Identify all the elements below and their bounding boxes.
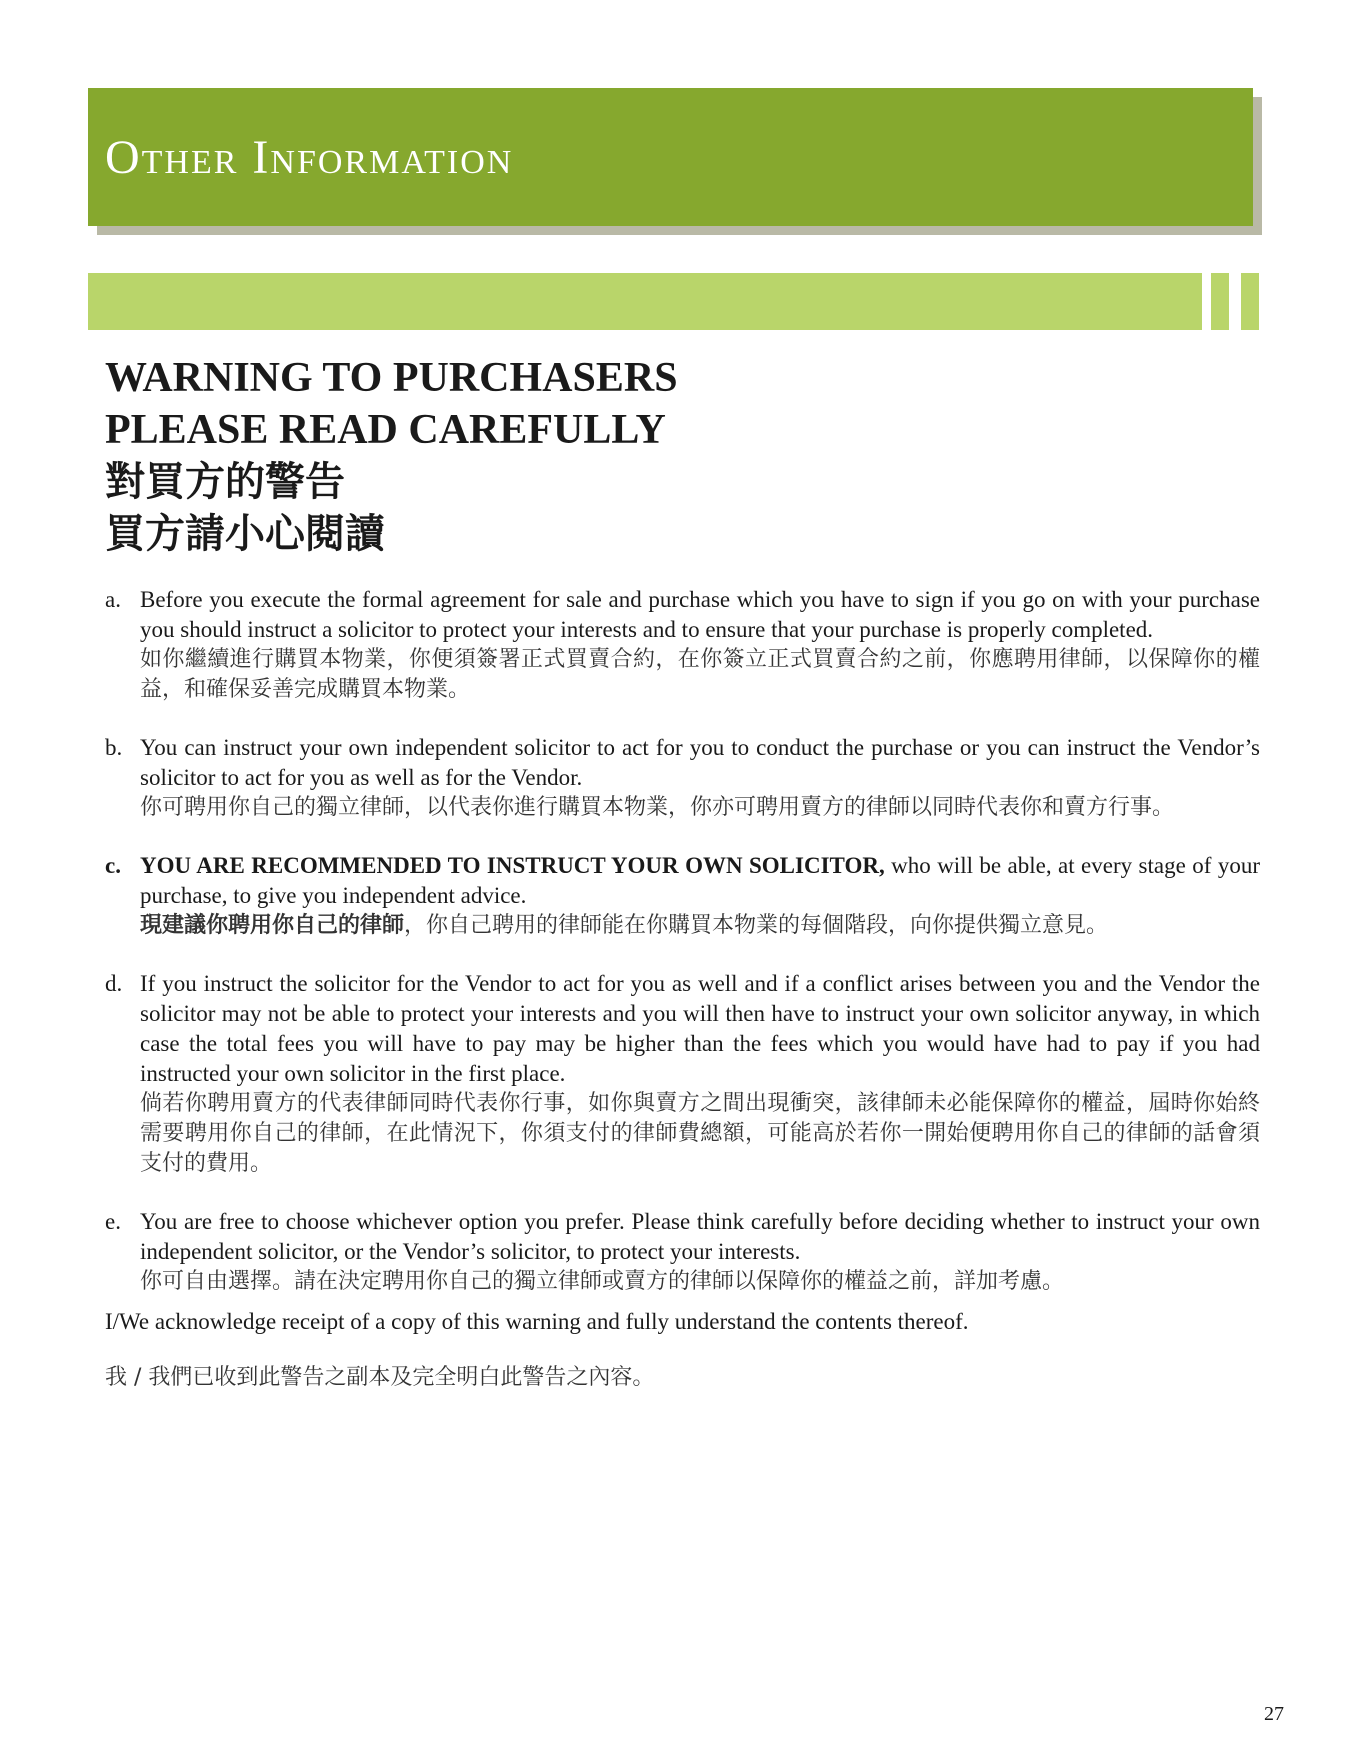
item-text-en: [140, 851, 1260, 911]
item-text-zh: 倘若你聘用賣方的代表律師同時代表你行事，如你與賣方之間出現衝突，該律師未必能保障你的權益，屆時你始終需要聘用你自己的律師，在此情況下，你須支付的律師費總額，可能高於若你一開始便聘用你自己的律師的話會須支付的費用。: [140, 1091, 1260, 1176]
decorative-bar: [88, 273, 1202, 330]
list-item-e: [105, 1207, 1260, 1297]
acknowledgement-zh: 我 / 我們已收到此警告之副本及完全明白此警告之內容。: [105, 1365, 655, 1390]
item-label: a.: [105, 587, 121, 612]
item-emphasis-zh: 現建議你聘用你自己的律師: [140, 913, 405, 938]
decorative-stripe: [1211, 273, 1229, 330]
item-text-zh: 如你繼續進行購買本物業，你便須簽署正式買賣合約，在你簽立正式買賣合約之前，你應聘用律師，以保障你的權益，和確保妥善完成購買本物業。: [140, 647, 1260, 702]
item-text-zh-rest: ，你自己聘用的律師能在你購買本物業的每個階段，向你提供獨立意見。: [404, 913, 1109, 938]
heading-read-carefully-zh: 買方請小心閱讀: [105, 511, 385, 557]
acknowledgement-en: I/We acknowledge receipt of a copy of this warning and fully understand the contents thereof.: [105, 1309, 969, 1334]
page-number: 27: [1264, 1703, 1284, 1725]
item-text-zh: [140, 911, 1260, 941]
list-item-a: [105, 585, 1260, 705]
heading-warning-en: WARNING TO PURCHASERS: [105, 355, 678, 401]
item-text-en: If you instruct the solicitor for the Vendor to act for you as well and if a conflict arises between you and the Vendor the solicitor may not be able to protect your interests and you will then have to instruct your own solicitor anyway, in which case the total fees you will have to pay may be higher than the fees which you would have had to pay if you had instructed your own solicitor in the first place.: [140, 971, 1260, 1086]
item-label: b.: [105, 735, 123, 760]
item-text-en: You are free to choose whichever option you prefer. Please think carefully before deciding whether to instruct your own independent solicitor, or the Vendor’s solicitor, to protect your interests.: [140, 1209, 1260, 1264]
list-item-c: [105, 851, 1260, 941]
item-text-zh: 你可自由選擇。請在決定聘用你自己的獨立律師或賣方的律師以保障你的權益之前，詳加考慮。: [140, 1269, 1065, 1294]
item-label: c.: [105, 853, 121, 878]
item-emphasis-en: YOU ARE RECOMMENDED TO INSTRUCT YOUR OWN SOLICITOR,: [140, 853, 885, 878]
section-banner: [88, 88, 1253, 226]
warning-headings: [105, 352, 1105, 560]
warning-list: [105, 585, 1260, 1393]
item-label: e.: [105, 1209, 121, 1234]
heading-warning-zh: 對買方的警告: [105, 459, 345, 505]
list-item-d: [105, 969, 1260, 1179]
item-text-en: You can instruct your own independent solicitor to act for you to conduct the purchase or you can instruct the Vendor’s solicitor to act for you as well as for the Vendor.: [140, 735, 1260, 790]
decorative-stripe: [1241, 273, 1259, 330]
item-text-en: Before you execute the formal agreement for sale and purchase which you have to sign if you go on with your purchase you should instruct a solicitor to protect your interests and to ensure that your purchase is properly completed.: [140, 587, 1260, 642]
heading-read-carefully-en: PLEASE READ CAREFULLY: [105, 407, 666, 453]
item-text-en-rest: who will be able, at every stage of your purchase, to give you independent advice.: [140, 853, 1260, 908]
item-text-zh: 你可聘用你自己的獨立律師，以代表你進行購買本物業，你亦可聘用賣方的律師以同時代表你和賣方行事。: [140, 795, 1175, 820]
list-item-b: [105, 733, 1260, 823]
item-label: d.: [105, 971, 123, 996]
section-title: Other Information: [105, 130, 514, 184]
